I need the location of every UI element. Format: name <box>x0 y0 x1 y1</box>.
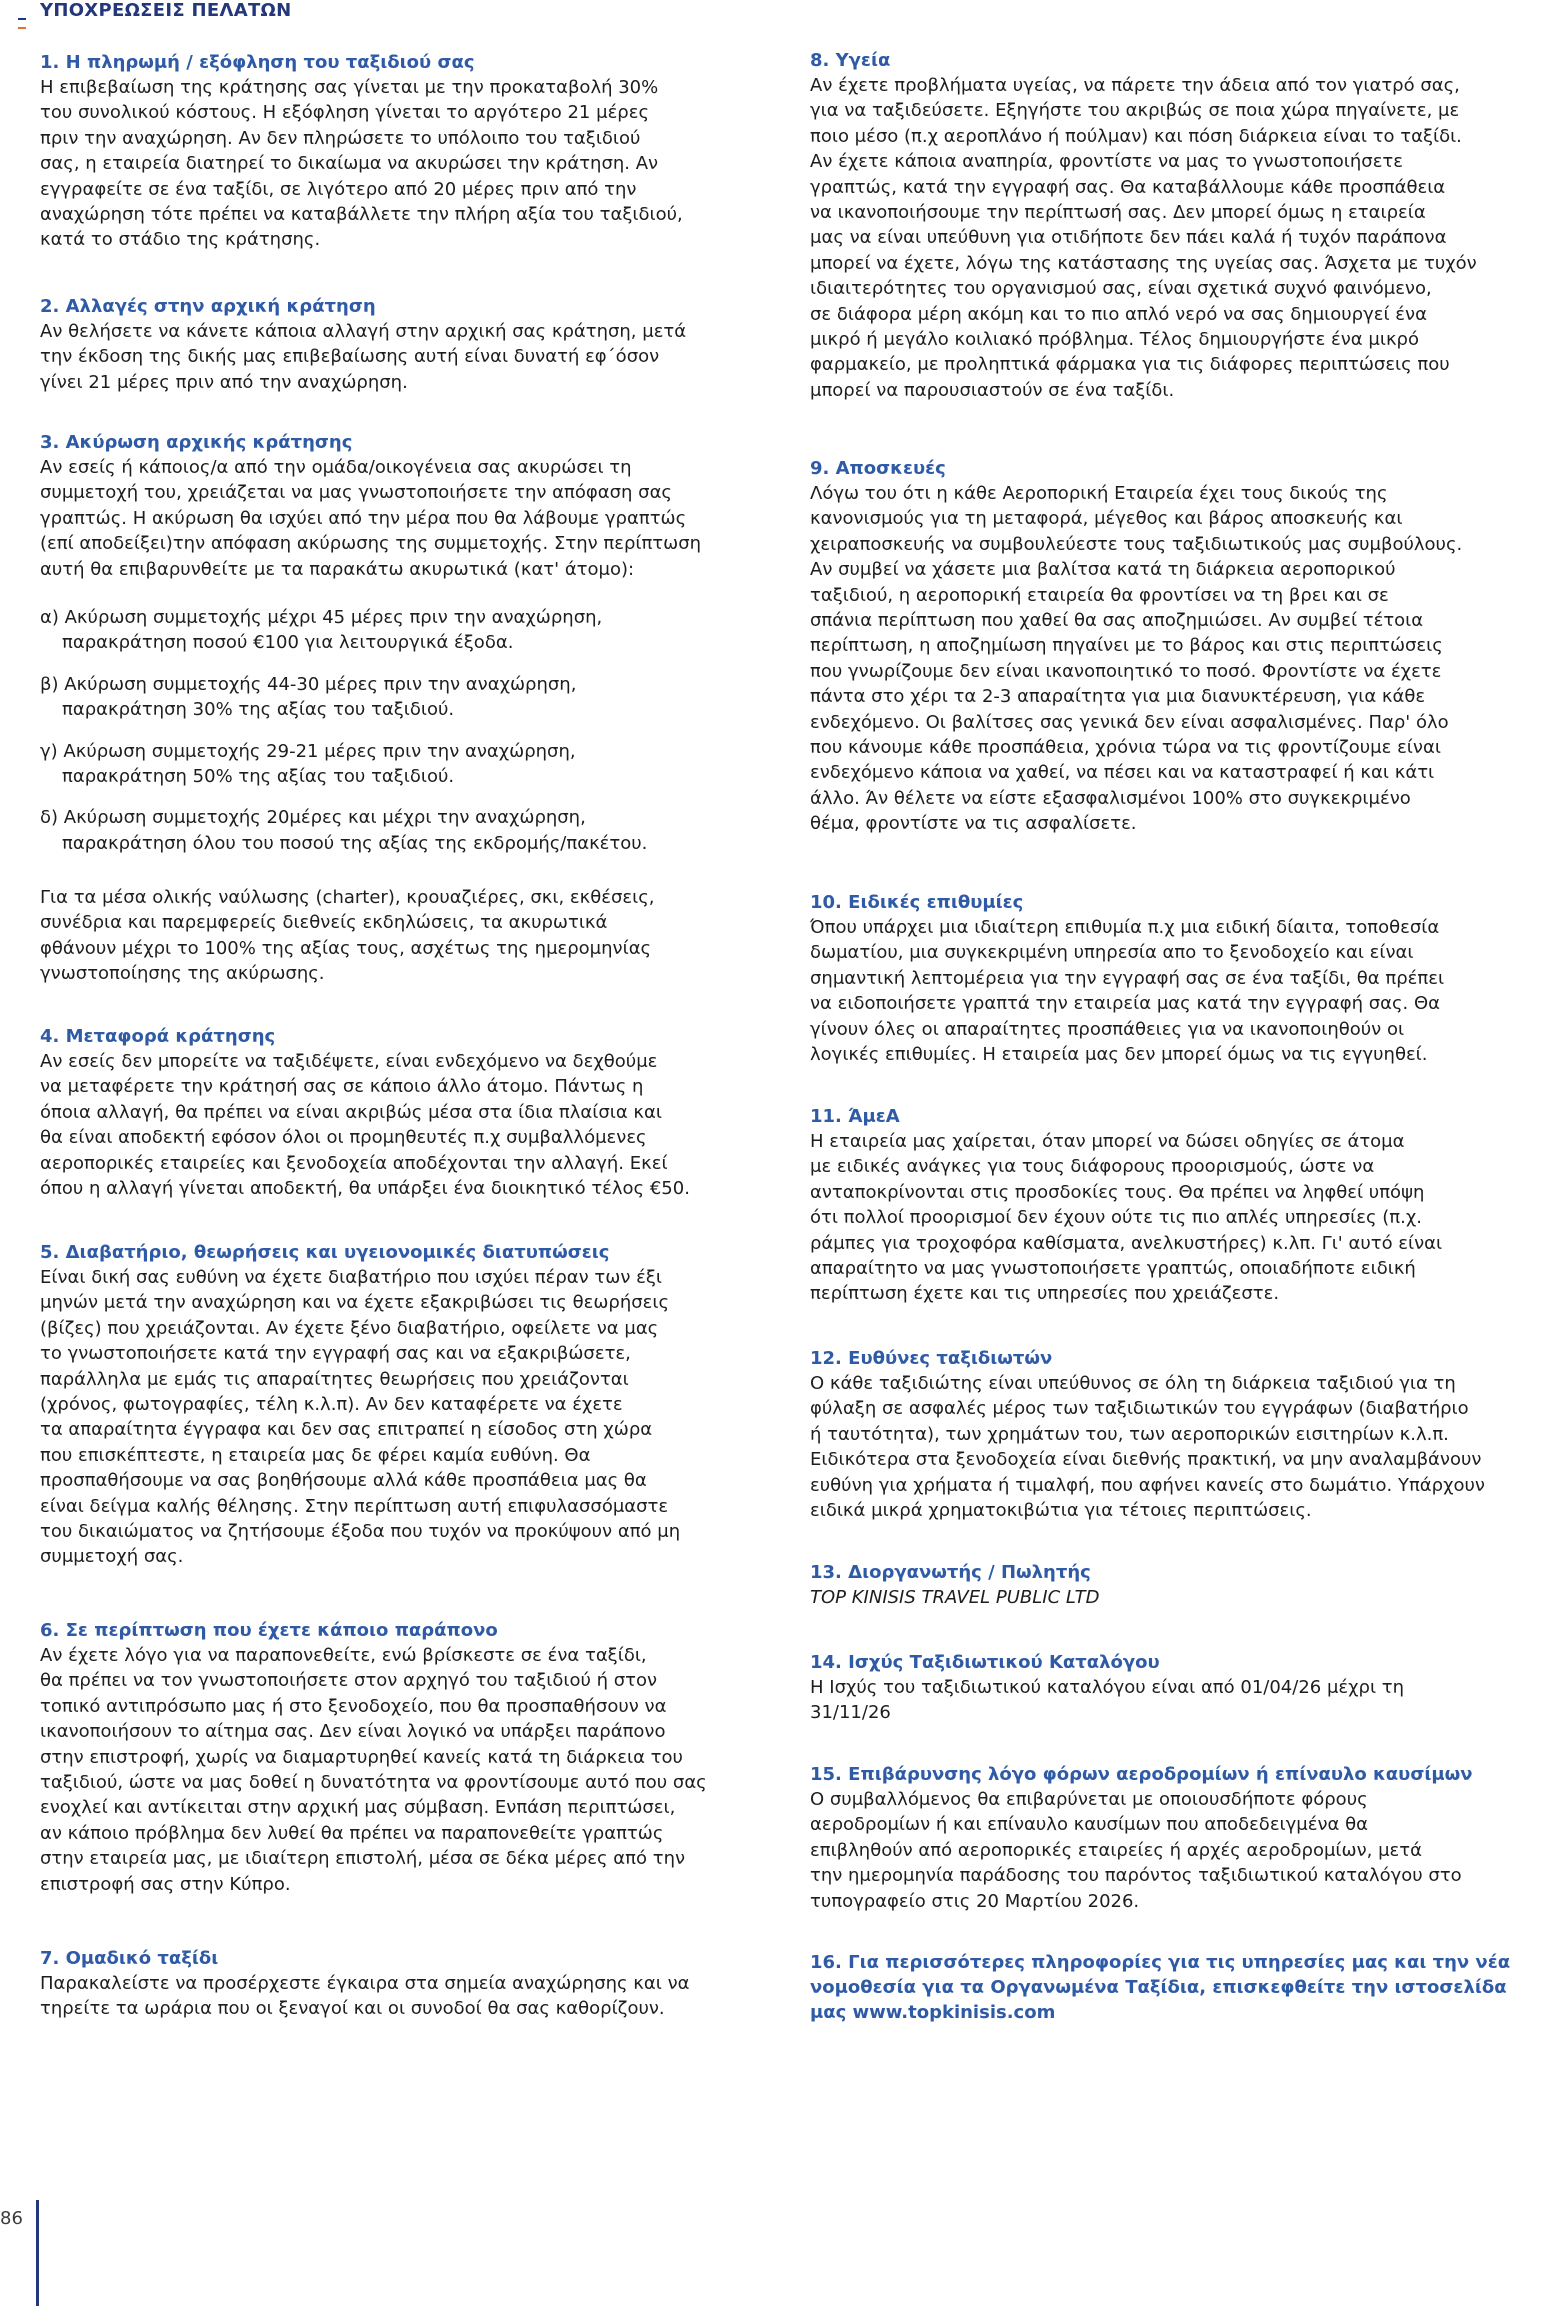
page-rule <box>36 2200 39 2306</box>
text-line: Ειδικότερα στα ξενοδοχεία είναι διεθνής πρακτική, να μην αναλαμβάνουν <box>810 1449 1482 1471</box>
text-line: τα απαραίτητα έγγραφα και δεν σας επιτραπεί η είσοδος στη χώρα <box>40 1419 653 1441</box>
text-line: Η Ισχύς του ταξιδιωτικού καταλόγου είναι από 01/04/26 μέχρι τη <box>810 1677 1405 1698</box>
text-line: την ημερομηνία παράδοσης του παρόντος ταξιδιωτικού καταλόγου στο <box>810 1865 1462 1887</box>
section-changes <box>40 294 776 395</box>
text-line: Είναι δική σας ευθύνη να έχετε διαβατήριο που ισχύει πέραν των έξι <box>40 1267 662 1288</box>
text-line: Ο συμβαλλόμενος θα επιβαρύνεται με οποιουσδήποτε φόρους <box>810 1789 1368 1810</box>
text-line: ικανοποιήσουν το αίτημα σας. Δεν είναι λογικό να υπάρξει παράπονο <box>40 1721 666 1743</box>
text-line: ενοχλεί και αντίκειται στην αρχική μας σύμβαση. Ενπάση περιπτώσει, <box>40 1797 676 1819</box>
text-line: ταξιδιού, ώστε να μας δοθεί η δυνατότητα να φροντίσουμε αυτό που σας <box>40 1772 707 1794</box>
text-line: προσπαθήσουμε να σας βοηθήσουμε αλλά κάθε προσπάθεια μας θα <box>40 1470 647 1492</box>
text-line: ανταποκρίνονται στις προσδοκίες τους. Θα πρέπει να ληφθεί υπόψη <box>810 1181 1425 1203</box>
text-line: τυπογραφείο στις 20 Μαρτίου 2026. <box>810 1890 1140 1912</box>
text-line: ή ταυτότητα), των χρημάτων του, των αεροπορικών εισιτηρίων κ.λ.π. <box>810 1423 1449 1445</box>
text-line: θα είναι αποδεκτή εφόσον όλοι οι προμηθευτές π.χ συμβαλλόμενες <box>40 1127 647 1149</box>
text-line: όποια αλλαγή, θα πρέπει να είναι ακριβώς μέσα στα ίδια πλαίσια και <box>40 1101 662 1123</box>
section-heading: 5. Διαβατήριο, θεωρήσεις και υγειονομικές διατυπώσεις <box>40 1242 610 1263</box>
section-heading: 13. Διοργανωτής / Πωλητής <box>810 1562 1091 1583</box>
text-line: αν κάποιο πρόβλημα δεν λυθεί θα πρέπει να παραπονεθείτε γραπτώς <box>40 1822 664 1844</box>
section-heading: 9. Αποσκευές <box>810 458 946 479</box>
text-line: Αν εσείς δεν μπορείτε να ταξιδέψετε, είναι ενδεχόμενο να δεχθούμε <box>40 1051 658 1072</box>
text-line: Ο κάθε ταξιδιώτης είναι υπεύθυνος σε όλη τη διάρκεια ταξιδιού για τη <box>810 1373 1456 1394</box>
text-line: μπορεί να παρουσιαστούν σε ένα ταξίδι. <box>810 379 1175 401</box>
text-line: τηρείτε τα ωράρια που οι ξεναγοί και οι συνοδοί θα σας καθορίζουν. <box>40 1998 665 2020</box>
text-line: που γνωρίζουμε δεν είναι ικανοποιητικό το ποσό. Φροντίστε να έχετε <box>810 660 1442 682</box>
text-line: του συνολικού κόστους. Η εξόφληση γίνεται το αργότερο 21 μέρες <box>40 102 650 124</box>
text-line: παράλληλα με εμάς τις απαραίτητες θεωρήσεις που χρειάζονται <box>40 1368 629 1390</box>
text-line: συμμετοχή του, χρειάζεται να μας γνωστοποιήσετε την απόφαση σας <box>40 482 672 504</box>
text-line: Αν έχετε προβλήματα υγείας, να πάρετε την άδεια από τον γιατρό σας, <box>810 75 1460 96</box>
text-line: ευθύνη για χρήματα ή τιμαλφή, που αφήνει κανείς στο δωμάτιο. Υπάρχουν <box>810 1474 1485 1496</box>
text-line: στην επιστροφή, χωρίς να διαμαρτυρηθεί κανείς κατά τη διάρκεια του <box>40 1746 683 1768</box>
text-line: όπου η αλλαγή γίνεται αποδεκτή, θα υπάρξει ένα διοικητικό τέλος €50. <box>40 1178 690 1200</box>
list-item <box>40 672 776 723</box>
text-line: αεροπορικές εταιρείες και ξενοδοχεία αποδέχονται την αλλαγή. Εκεί <box>40 1152 668 1174</box>
text-line: θα πρέπει να τον γνωστοποιήσετε στον αρχηγό του ταξιδιού ή στον <box>40 1670 658 1692</box>
text-line: γίνουν όλες οι απαραίτητες προσπάθειες για να ικανοποιηθούν οι <box>810 1018 1405 1040</box>
text-line: θέμα, φροντίστε να τις ασφαλίσετε. <box>810 813 1137 835</box>
list-item <box>40 739 776 790</box>
section-payment <box>40 50 776 253</box>
text-line: (χρόνος, φωτογραφίες, τέλη κ.λ.π). Αν δεν καταφέρετε να έχετε <box>40 1394 623 1416</box>
text-line: περίπτωση έχετε και τις υπηρεσίες που χρειάζεστε. <box>810 1283 1280 1305</box>
section-heading: 7. Ομαδικό ταξίδι <box>40 1948 219 1969</box>
cancellation-fees-list <box>40 605 776 856</box>
text-line: μπορεί να έχετε, λόγω της κατάστασης της υγείας σας. Άσχετα με τυχόν <box>810 252 1477 274</box>
section-health <box>810 48 1540 403</box>
text-line: Η επιβεβαίωση της κράτησης σας γίνεται με την προκαταβολή 30% <box>40 77 659 98</box>
text-line: γραπτώς. Η ακύρωση θα ισχύει από την μέρα που θα λάβουμε γραπτώς <box>40 507 687 529</box>
text-line: Παρακαλείστε να προσέρχεστε έγκαιρα στα σημεία αναχώρησης και να <box>40 1973 690 1994</box>
charter-note <box>40 885 776 987</box>
section-heading: 3. Ακύρωση αρχικής κράτησης <box>40 432 353 453</box>
text-line: Αν εσείς ή κάποιος/α από την ομάδα/οικογένεια σας ακυρώσει τη <box>40 457 632 478</box>
section-heading: 1. Η πληρωμή / εξόφληση του ταξιδιού σας <box>40 52 475 73</box>
section-heading: 11. ΆμεΑ <box>810 1106 900 1127</box>
text-line: δ) Ακύρωση συμμετοχής 20μέρες και μέχρι την αναχώρηση, <box>40 807 586 829</box>
text-line: επιστροφή σας στην Κύπρο. <box>40 1873 291 1895</box>
section-heading: 6. Σε περίπτωση που έχετε κάποιο παράπονο <box>40 1620 498 1641</box>
text-line: ταξιδιού, η αεροπορική εταιρεία θα φροντίσει να τη βρει και σε <box>810 584 1389 606</box>
text-line: ειδικά μικρά χρηματοκιβώτια για τέτοιες περιπτώσεις. <box>810 1500 1312 1522</box>
text-line: ότι πολλοί προορισμοί δεν έχουν ούτε τις πιο απλές υπηρεσίες (π.χ. <box>810 1207 1422 1229</box>
text-line: Αν έχετε λόγο για να παραπονεθείτε, ενώ βρίσκεστε σε ένα ταξίδι, <box>40 1645 647 1666</box>
section-more-info <box>810 1950 1540 2025</box>
text-line: γραπτώς, κατά την εγγραφή σας. Θα καταβάλλουμε κάθε προσπάθεια <box>810 176 1446 198</box>
section-heading: 12. Ευθύνες ταξιδιωτών <box>810 1348 1053 1369</box>
text-line: εγγραφείτε σε ένα ταξίδι, σε λιγότερο από 20 μέρες πριν από την <box>40 178 637 200</box>
section-catalogue-validity <box>810 1650 1540 1726</box>
text-line: πάντα στο χέρι τα 2-3 απαραίτητα για μια διανυκτέρευση, για κάθε <box>810 686 1426 708</box>
text-line: συμμετοχή σας. <box>40 1546 184 1568</box>
text-line: για να ταξιδεύσετε. Εξηγήστε του ακριβώς σε ποια χώρα πηγαίνετε, με <box>810 100 1460 122</box>
text-line: να ειδοποιήσετε γραπτά την εταιρεία μας κατά την εγγραφή σας. Θα <box>810 993 1441 1015</box>
section-traveller-responsibilities <box>810 1346 1540 1523</box>
text-line: αυτή θα επιβαρυνθείτε με τα παρακάτω ακυρωτικά (κατ' άτομο): <box>40 558 635 580</box>
text-line: Αν συμβεί να χάσετε μια βαλίτσα κατά τη διάρκεια αεροπορικού <box>810 559 1396 581</box>
section-heading: 8. Υγεία <box>810 50 891 71</box>
page-number: 86 <box>0 2208 23 2229</box>
text-line: παρακράτηση όλου του ποσού της αξίας της εκδρομής/πακέτου. <box>62 832 648 854</box>
text-line: Η εταιρεία μας χαίρεται, όταν μπορεί να δώσει οδηγίες σε άτομα <box>810 1131 1405 1152</box>
text-line: άλλο. Άν θέλετε να είστε εξασφαλισμένοι 100% στο συγκεκριμένο <box>810 787 1411 809</box>
text-line: β) Ακύρωση συμμετοχής 44-30 μέρες πριν την αναχώρηση, <box>40 673 577 695</box>
text-line: ενδεχόμενο. Οι βαλίτσες σας γενικά δεν είναι ασφαλισμένες. Παρ' όλο <box>810 711 1449 733</box>
text-line: να ικανοποιήσουμε την περίπτωσή σας. Δεν μπορεί όμως η εταιρεία <box>810 202 1426 224</box>
text-line: φύλαξη σε ασφαλές μέρος των ταξιδιωτικών του εγγράφων (διαβατήριο <box>810 1398 1469 1420</box>
text-line: Λόγω του ότι η κάθε Αεροπορική Εταιρεία έχει τους δικούς της <box>810 483 1388 504</box>
website-link[interactable]: μας www.topkinisis.com <box>810 2002 1056 2023</box>
text-line: Όπου υπάρχει μια ιδιαίτερη επιθυμία π.χ μια ειδική δίαιτα, τοποθεσία <box>810 917 1440 938</box>
section-heading: 14. Ισχύς Ταξιδιωτικού Καταλόγου <box>810 1652 1160 1673</box>
text-line: Για τα μέσα ολικής ναύλωσης (charter), κρουαζιέρες, σκι, εκθέσεις, <box>40 887 655 908</box>
text-line: (επί αποδείξει)την απόφαση ακύρωσης της συμμετοχής. Στην περίπτωση <box>40 533 702 555</box>
text-line: γίνει 21 μέρες πριν από την αναχώρηση. <box>40 371 408 393</box>
section-organizer <box>810 1560 1540 1610</box>
organizer-name: TOP KINISIS TRAVEL PUBLIC LTD <box>810 1587 1100 1608</box>
text-line: 31/11/26 <box>810 1702 891 1724</box>
page-title: ΥΠΟΧΡΕΩΣΕΙΣ ΠΕΛΑΤΩΝ <box>40 0 292 21</box>
section-surcharges <box>810 1762 1540 1914</box>
text-line: σημαντική λεπτομέρεια για την εγγραφή σας σε ένα ταξίδι, θα πρέπει <box>810 967 1445 989</box>
text-line: που κάνουμε κάθε προσπάθεια, χρόνια τώρα να τις φροντίζουμε είναι <box>810 737 1441 759</box>
text-line: δωματίου, μια συγκεκριμένη υπηρεσία απο το ξενοδοχείο και είναι <box>810 942 1414 964</box>
text-line: σε διάφορα μέρη ακόμη και το πιο απλό νερό να σας δημιουργεί ένα <box>810 303 1427 325</box>
text-line: αναχώρηση τότε πρέπει να καταβάλλετε την πλήρη αξία του ταξιδιού, <box>40 204 683 226</box>
text-line: ποιο μέσο (π.χ αεροπλάνο ή πούλμαν) και πόση διάρκεια είναι το ταξίδι. <box>810 125 1462 147</box>
text-line: το γνωστοποιήσετε κατά την εγγραφή σας και να εξακριβώσετε, <box>40 1343 631 1365</box>
text-line: χειραποσκευής να συμβουλεύεστε τους ταξιδιωτικούς μας συμβούλους. <box>810 533 1463 555</box>
text-line: παρακράτηση ποσού €100 για λειτουργικά έξοδα. <box>62 632 514 654</box>
list-item <box>40 605 776 656</box>
section-heading: 15. Επιβάρυνσης λόγο φόρων αεροδρομίων ή επίναυλο καυσίμων <box>810 1764 1473 1785</box>
text-line: φαρμακείο, με προληπτικά φάρμακα για τις διάφορες περιπτώσεις που <box>810 354 1450 376</box>
list-item <box>40 805 776 856</box>
text-line: μικρό ή μεγάλο κοιλιακό πρόβλημα. Τέλος δημιουργήστε ένα μικρό <box>810 329 1419 351</box>
section-special-requests <box>810 890 1540 1067</box>
section-luggage <box>810 456 1540 837</box>
right-column <box>810 0 1540 2306</box>
text-line: παρακράτηση 30% της αξίας του ταξιδιού. <box>62 699 455 721</box>
text-line: την έκδοση της δικής μας επιβεβαίωσης αυτή είναι δυνατή εφ΄όσον <box>40 346 660 368</box>
title-marker <box>18 18 26 29</box>
section-group-trip <box>40 1946 776 2022</box>
text-line: επιβληθούν από αεροπορικές εταιρείες ή αρχές αεροδρομίων, μετά <box>810 1839 1422 1861</box>
section-heading: 4. Μεταφορά κράτησης <box>40 1026 276 1047</box>
text-line: Αν θελήσετε να κάνετε κάποια αλλαγή στην αρχική σας κράτηση, μετά <box>40 321 687 342</box>
text-line: συνέδρια και παρεμφερείς διεθνείς εκδηλώσεις, τα ακυρωτικά <box>40 912 608 934</box>
text-line: (βίζες) που χρειάζονται. Αν έχετε ξένο διαβατήριο, οφείλετε να μας <box>40 1317 659 1339</box>
text-line: κατά το στάδιο της κράτησης. <box>40 229 321 251</box>
text-line: με ειδικές ανάγκες για τους διάφορους προορισμούς, ώστε να <box>810 1156 1375 1178</box>
text-line: ιδιαιτερότητες του οργανισμού σας, είναι σχετικά συχνό φαινόμενο, <box>810 278 1432 300</box>
text-line: Αν έχετε κάποια αναπηρία, φροντίστε να μας το γνωστοποιήσετε <box>810 151 1403 173</box>
text-line: φθάνουν μέχρι το 100% της αξίας τους, ασχέτως της ημερομηνίας <box>40 937 652 959</box>
text-line: πριν την αναχώρηση. Αν δεν πληρώσετε το υπόλοιπο του ταξιδιού <box>40 127 641 149</box>
text-line: λογικές επιθυμίες. Η εταιρεία μας δεν μπορεί όμως να τις εγγυηθεί. <box>810 1044 1428 1066</box>
section-heading: 2. Αλλαγές στην αρχική κράτηση <box>40 296 376 317</box>
text-line: μας να είναι υπεύθυνη για οτιδήποτε δεν πάει καλά ή τυχόν παράπονα <box>810 227 1447 249</box>
text-line: γ) Ακύρωση συμμετοχής 29-21 μέρες πριν την αναχώρηση, <box>40 740 576 762</box>
text-line: του δικαιώματος να ζητήσουμε έξοδα που τυχόν να προκύψουν από μη <box>40 1521 681 1543</box>
text-line: στην εταιρεία μας, με ιδιαίτερη επιστολή, μέσα σε δέκα μέρες από την <box>40 1848 686 1870</box>
text-line: περίπτωση, η αποζημίωση πηγαίνει με το βάρος και στις περιπτώσεις <box>810 635 1443 657</box>
text-line: είναι δείγμα καλής θέλησης. Στην περίπτωση αυτή επιφυλασσόμαστε <box>40 1495 669 1517</box>
text-line: μηνών μετά την αναχώρηση και να έχετε εξακριβώσει τις θεωρήσεις <box>40 1292 670 1314</box>
left-column <box>40 0 776 2306</box>
text-line: α) Ακύρωση συμμετοχής μέχρι 45 μέρες πριν την αναχώρηση, <box>40 607 603 628</box>
section-cancellation <box>40 430 776 582</box>
section-complaint <box>40 1618 776 1897</box>
section-heading: νομοθεσία για τα Οργανωμένα Ταξίδια, επισκεφθείτε την ιστοσελίδα <box>810 1977 1507 1998</box>
section-passport <box>40 1240 776 1570</box>
text-line: κανονισμούς για τη μεταφορά, μέγεθος και βάρος αποσκευής και <box>810 508 1403 530</box>
section-heading: 10. Ειδικές επιθυμίες <box>810 892 1024 913</box>
text-line: απαραίτητο να μας γνωστοποιήσετε γραπτώς, οποιαδήποτε ειδική <box>810 1258 1416 1280</box>
text-line: σας, η εταιρεία διατηρεί το δικαίωμα να ακυρώσει την κράτηση. Αν <box>40 153 659 175</box>
text-line: ενδεχόμενο κάποια να χαθεί, να πέσει και να καταστραφεί ή και κάτι <box>810 762 1435 784</box>
text-line: γνωστοποίησης της ακύρωσης. <box>40 963 325 985</box>
text-line: που επισκέπτεστε, η εταιρεία μας δε φέρει καμία ευθύνη. Θα <box>40 1444 591 1466</box>
text-line: να μεταφέρετε την κράτησή σας σε κάποιο άλλο άτομο. Πάντως η <box>40 1076 644 1098</box>
section-transfer <box>40 1024 776 1201</box>
text-line: ράμπες για τροχοφόρα καθίσματα, ανελκυστήρες) κ.λπ. Γι' αυτό είναι <box>810 1232 1443 1254</box>
text-line: σπάνια περίπτωση που χαθεί θα σας αποζημιώσει. Αν συμβεί τέτοια <box>810 610 1424 632</box>
text-line: αεροδρομίων ή και επίναυλο καυσίμων που αποδεδειγμένα θα <box>810 1814 1368 1836</box>
text-line: τοπικό αντιπρόσωπο μας ή στο ξενοδοχείο, που θα προσπαθήσουν να <box>40 1695 667 1717</box>
text-line: παρακράτηση 50% της αξίας του ταξιδιού. <box>62 766 455 788</box>
section-disabled-persons <box>810 1104 1540 1307</box>
section-heading: 16. Για περισσότερες πληροφορίες για τις υπηρεσίες μας και την νέα <box>810 1952 1511 1973</box>
